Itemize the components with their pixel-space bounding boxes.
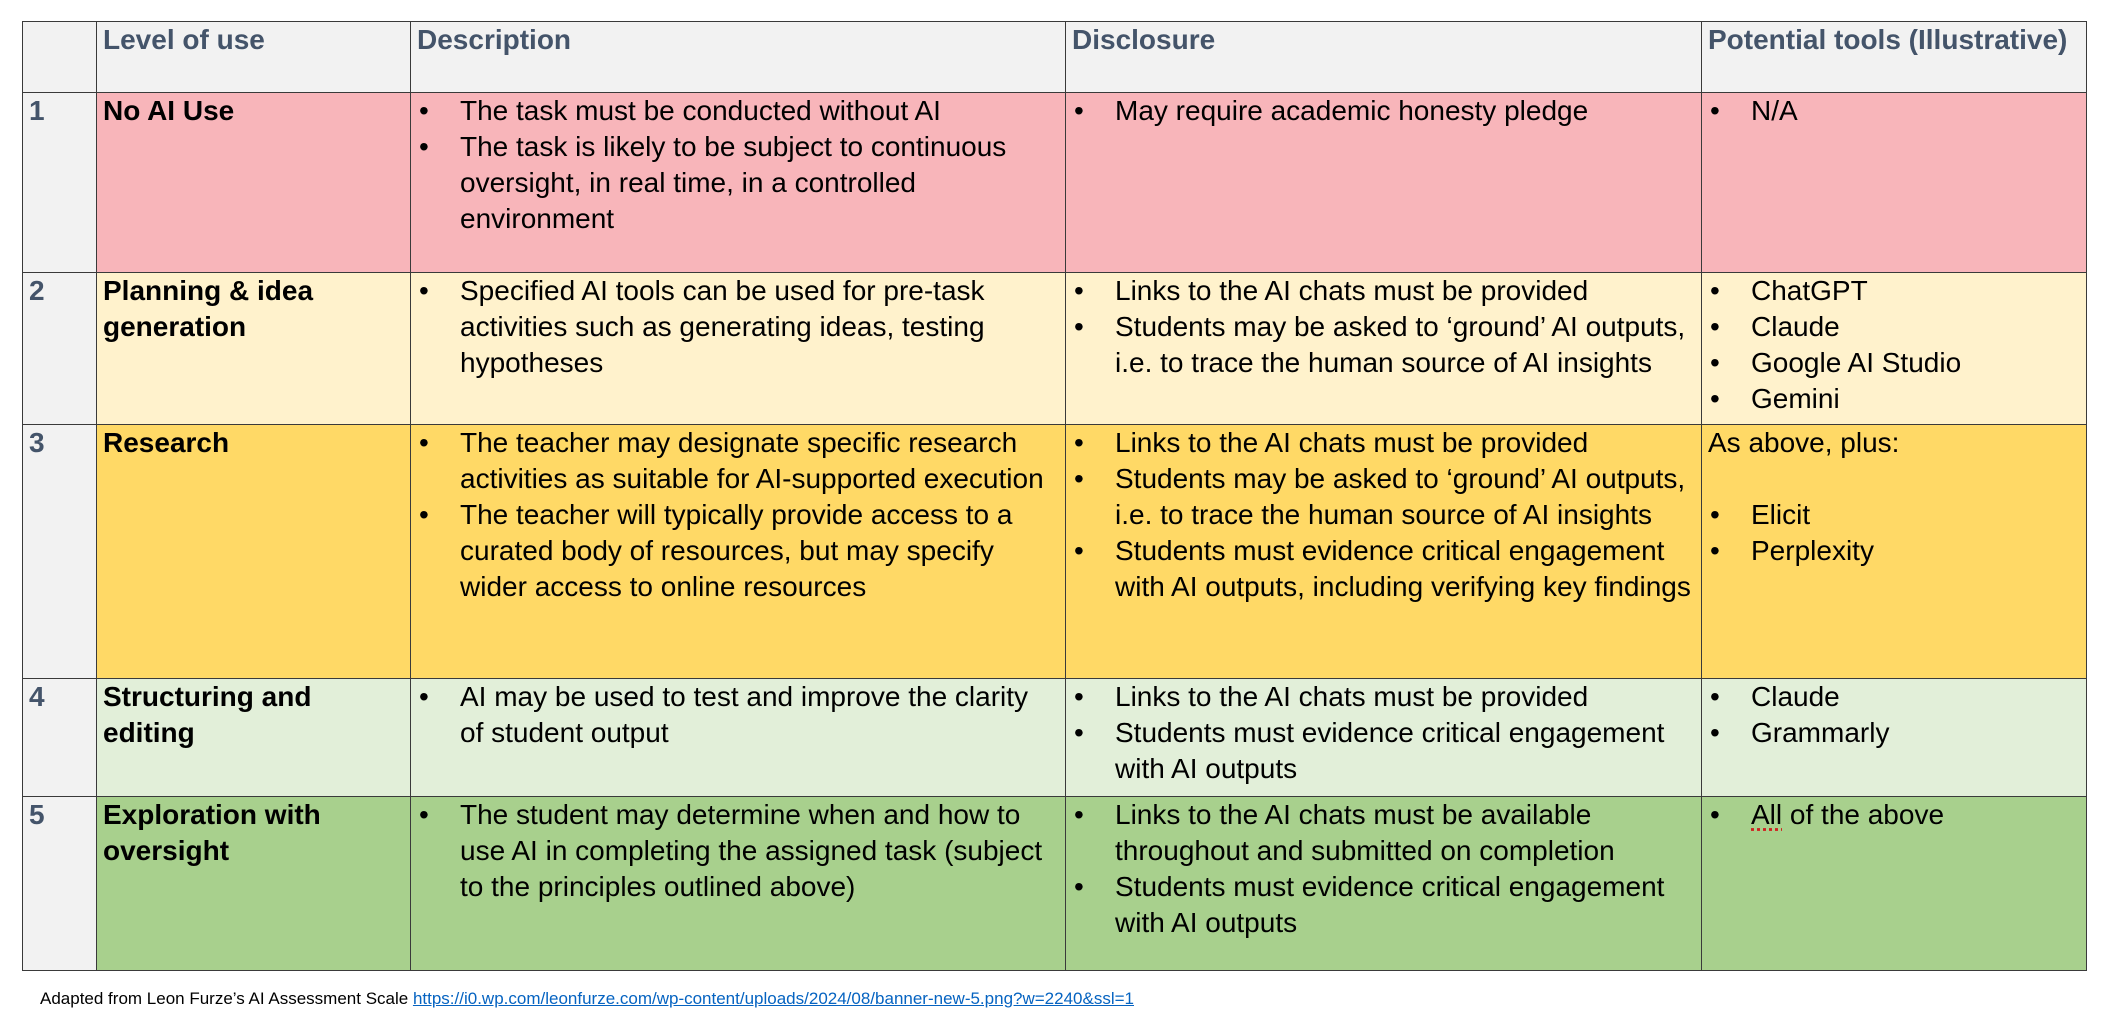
tools-cell	[1702, 797, 2087, 971]
tools-text: of the above	[1782, 799, 1945, 830]
list-item: • Claude	[1708, 309, 2080, 345]
tools-list	[1708, 93, 2080, 129]
list-item: • Students must evidence critical engagement with AI outputs	[1072, 869, 1695, 941]
description-list	[417, 679, 1059, 751]
attribution-text: Adapted from Leon Furze’s AI Assessment Scale	[40, 989, 413, 1008]
list-item: • Google AI Studio	[1708, 345, 2080, 381]
description-cell	[411, 797, 1066, 971]
description-cell	[411, 273, 1066, 425]
list-item: • Gemini	[1708, 381, 2080, 417]
table-row-level-3	[23, 425, 2087, 679]
tools-list	[1708, 273, 2080, 417]
tools-list	[1708, 679, 2080, 751]
list-item: • AI may be used to test and improve the clarity of student output	[417, 679, 1059, 751]
header-disclosure: Disclosure	[1066, 22, 1702, 93]
disclosure-cell	[1066, 425, 1702, 679]
table-row-level-1	[23, 93, 2087, 273]
tools-cell	[1702, 93, 2087, 273]
disclosure-cell	[1066, 273, 1702, 425]
source-link[interactable]: https://i0.wp.com/leonfurze.com/wp-content/uploads/2024/08/banner-new-5.png?w=2240&ssl=1	[412, 989, 1134, 1008]
list-item: • Elicit	[1708, 497, 2080, 533]
list-item: • The task must be conducted without AI	[417, 93, 1059, 129]
list-item	[1708, 797, 2080, 833]
table-row-level-4	[23, 679, 2087, 797]
list-item: • Specified AI tools can be used for pre-task activities such as generating ideas, testing hypotheses	[417, 273, 1059, 381]
header-level: Level of use	[97, 22, 411, 93]
tools-list	[1708, 797, 2080, 833]
level-name: Research	[97, 425, 411, 679]
description-list	[417, 425, 1059, 605]
list-item: • The task is likely to be subject to continuous oversight, in real time, in a controlled environment	[417, 129, 1059, 237]
level-name: Planning & idea generation	[97, 273, 411, 425]
list-item: • ChatGPT	[1708, 273, 2080, 309]
disclosure-list	[1072, 679, 1695, 787]
level-name: Structuring and editing	[97, 679, 411, 797]
disclosure-cell	[1066, 93, 1702, 273]
level-number: 3	[23, 425, 97, 679]
list-item: • Students may be asked to ‘ground’ AI outputs, i.e. to trace the human source of AI insights	[1072, 461, 1695, 533]
tools-cell	[1702, 273, 2087, 425]
disclosure-list	[1072, 797, 1695, 941]
list-item: • The teacher will typically provide access to a curated body of resources, but may specify wider access to online resources	[417, 497, 1059, 605]
list-item: • Students must evidence critical engagement with AI outputs, including verifying key findings	[1072, 533, 1695, 605]
level-number: 5	[23, 797, 97, 971]
list-item: • The teacher may designate specific research activities as suitable for AI-supported execution	[417, 425, 1059, 497]
header-description: Description	[411, 22, 1066, 93]
list-item: • Links to the AI chats must be provided	[1072, 273, 1695, 309]
level-number: 4	[23, 679, 97, 797]
list-item: • N/A	[1708, 93, 2080, 129]
level-name: Exploration with oversight	[97, 797, 411, 971]
list-item: • Grammarly	[1708, 715, 2080, 751]
list-item: • Claude	[1708, 679, 2080, 715]
list-item: • Students may be asked to ‘ground’ AI outputs, i.e. to trace the human source of AI insights	[1072, 309, 1695, 381]
disclosure-list	[1072, 425, 1695, 605]
description-list	[417, 93, 1059, 237]
header-tools: Potential tools (Illustrative)	[1702, 22, 2087, 93]
tools-list	[1708, 497, 2080, 569]
table-row-level-5	[23, 797, 2087, 971]
description-cell	[411, 679, 1066, 797]
disclosure-cell	[1066, 797, 1702, 971]
disclosure-list	[1072, 93, 1695, 129]
tools-cell	[1702, 679, 2087, 797]
disclosure-cell	[1066, 679, 1702, 797]
level-number: 2	[23, 273, 97, 425]
list-item: • Links to the AI chats must be available throughout and submitted on completion	[1072, 797, 1695, 869]
description-cell	[411, 425, 1066, 679]
list-item: • Students must evidence critical engagement with AI outputs	[1072, 715, 1695, 787]
ai-assessment-scale-table	[22, 21, 2087, 971]
header-number	[23, 22, 97, 93]
tools-intro-text: As above, plus:	[1708, 427, 1900, 458]
header-row	[23, 22, 2087, 93]
list-item: • The student may determine when and how to use AI in completing the assigned task (subject to the principles outlined above)	[417, 797, 1059, 905]
level-number: 1	[23, 93, 97, 273]
list-item: • Links to the AI chats must be provided	[1072, 679, 1695, 715]
tools-cell	[1702, 425, 2087, 679]
list-item: • May require academic honesty pledge	[1072, 93, 1695, 129]
table-row-level-2	[23, 273, 2087, 425]
spellcheck-flagged-word: All	[1751, 799, 1783, 830]
description-list	[417, 797, 1059, 905]
list-item: • Links to the AI chats must be provided	[1072, 425, 1695, 461]
description-list	[417, 273, 1059, 381]
source-attribution	[40, 989, 1134, 1009]
disclosure-list	[1072, 273, 1695, 381]
description-cell	[411, 93, 1066, 273]
list-item: • Perplexity	[1708, 533, 2080, 569]
level-name: No AI Use	[97, 93, 411, 273]
